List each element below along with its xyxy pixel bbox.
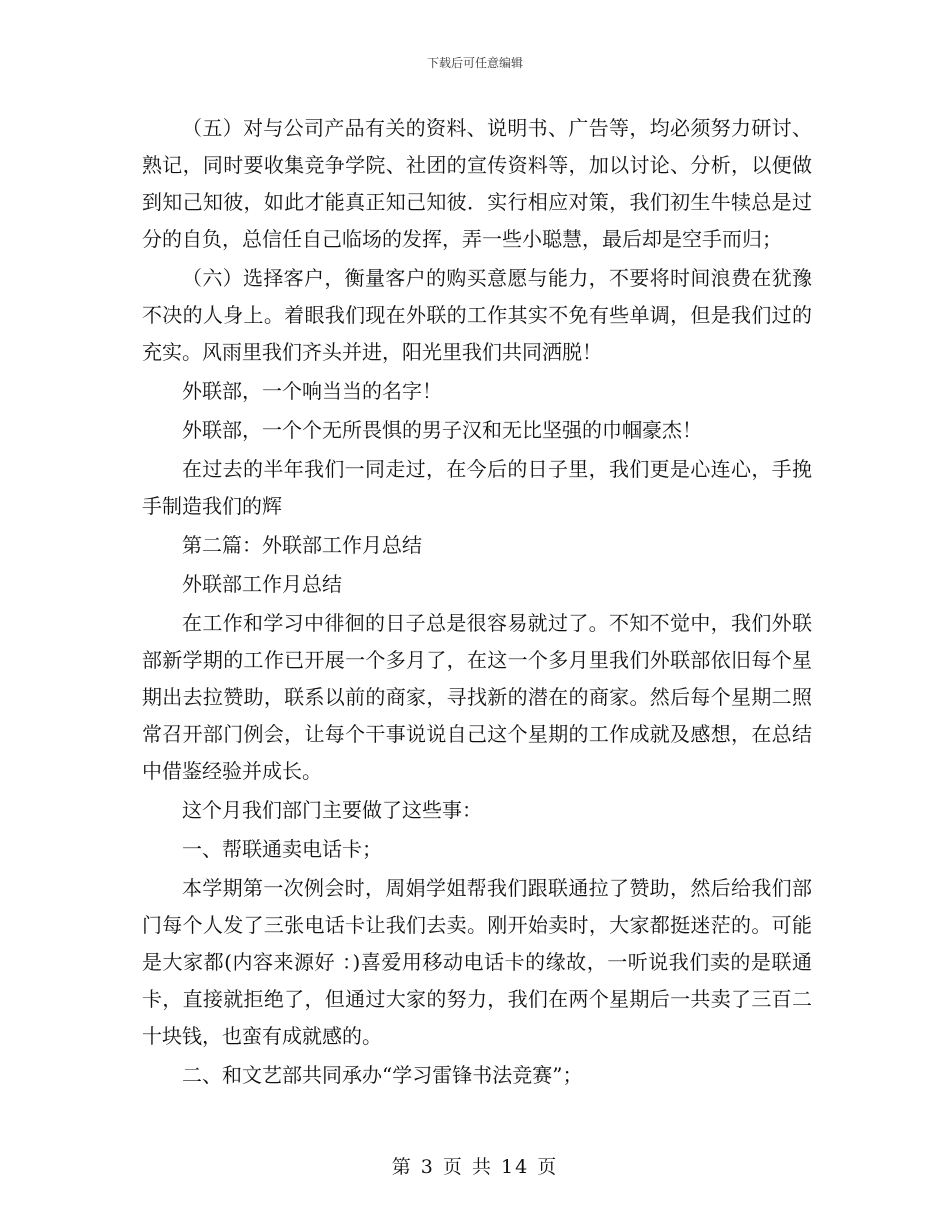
section-title: 外联部工作月总结 — [182, 572, 342, 596]
list-heading-2: 二、和文艺部共同承办“学习雷锋书法竞赛”； — [182, 1063, 583, 1087]
paragraph-slogan-heroes: 外联部，一个个无所畏惧的男子汉和无比坚强的巾帼豪杰！ — [182, 418, 702, 442]
page-header-note: 下载后可任意编辑 — [426, 56, 523, 70]
document-body — [142, 110, 812, 1094]
footer-prefix: 第 — [391, 1156, 413, 1178]
footer-suffix: 页 — [537, 1156, 559, 1178]
section-heading-part-two: 第二篇：外联部工作月总结 — [182, 533, 422, 557]
paragraph-phone-cards: 本学期第一次例会时，周娟学姐帮我们跟联通拉了赞助，然后给我们部门每个人发了三张电话卡让我们去卖。刚开始卖时，大家都挺迷茫的。可能是大家都(内容来源好 ：)喜爱用移动电话卡的缘故，一听说我们卖的是联通卡，直接就拒绝了，但通过大家的努力，我们在两个星期后一共卖了三百二十块钱，也蛮有成就感的。 — [142, 876, 812, 1048]
footer-current-page: 3 — [420, 1156, 435, 1178]
paragraph-item-6: （六）选择客户，衡量客户的购买意愿与能力，不要将时间浪费在犹豫不决的人身上。着眼我们现在外联的工作其实不免有些单调，但是我们过的充实。风雨里我们齐头并进，阳光里我们共同洒脱！ — [142, 266, 812, 364]
paragraph-intro: 在工作和学习中徘徊的日子总是很容易就过了。不知不觉中，我们外联部新学期的工作已开展一个多月了，在这一个多月里我们外联部依旧每个星期出去拉赞助，联系以前的商家，寻找新的潜在的商家。然后每个星期二照常召开部门例会，让每个干事说说自己这个星期的工作成就及感想，在总结中借鉴经验并成长。 — [142, 611, 812, 783]
paragraph-past-half-year: 在过去的半年我们一同走过，在今后的日子里，我们更是心连心，手挽手制造我们的辉 — [142, 457, 812, 518]
paragraph-summary-lead: 这个月我们部门主要做了这些事： — [182, 798, 482, 822]
paragraph-item-5: （五）对与公司产品有关的资料、说明书、广告等，均必须努力研讨、熟记，同时要收集竞争学院、社团的宣传资料等，加以讨论、分析，以便做到知己知彼，如此才能真正知己知彼．实行相应对策，我们初生牛犊总是过分的自负，总信任自己临场的发挥，弄一些小聪慧，最后却是空手而归； — [142, 116, 812, 251]
footer-middle: 页 共 — [442, 1156, 493, 1178]
page-footer — [0, 1152, 950, 1179]
paragraph-slogan-name: 外联部，一个响当当的名字！ — [182, 379, 442, 403]
list-heading-1: 一、帮联通卖电话卡； — [182, 837, 382, 861]
footer-total-pages: 14 — [501, 1156, 530, 1178]
